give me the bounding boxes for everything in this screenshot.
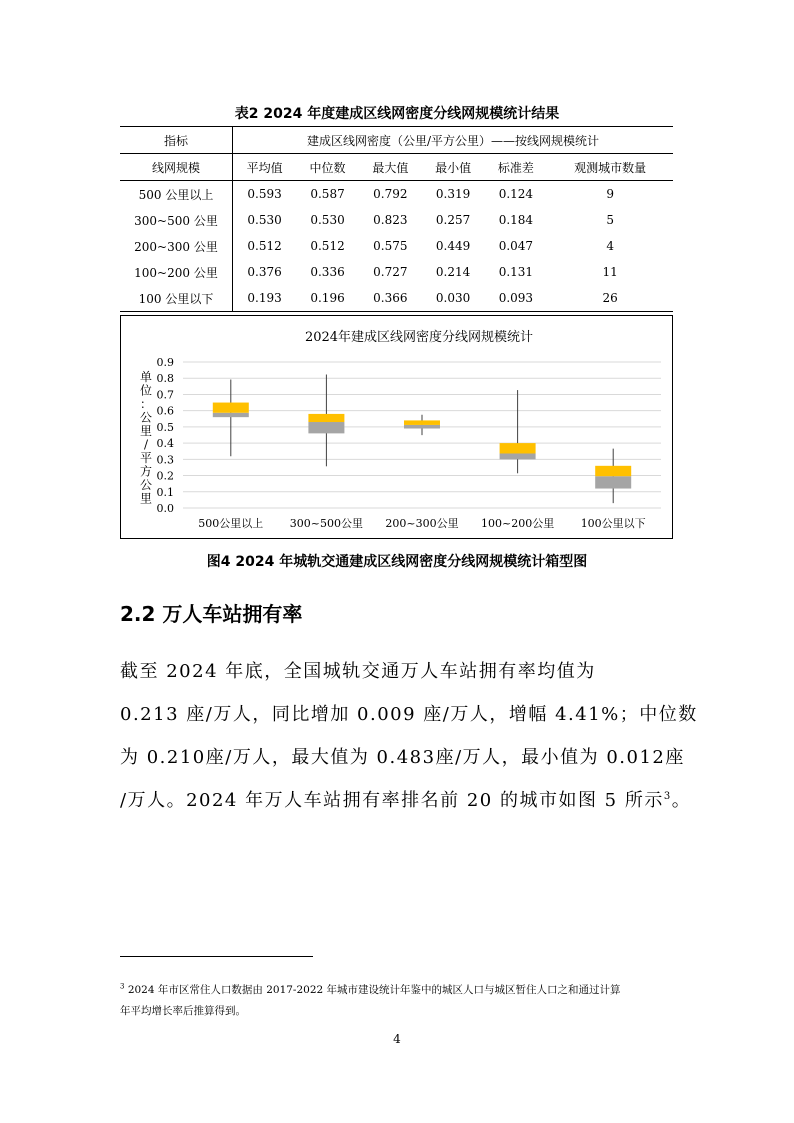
box-lower (595, 476, 631, 488)
y-axis-label-char: 位 (139, 383, 153, 398)
y-axis-label-char: 单 (139, 370, 153, 384)
paragraph-end: 。 (671, 790, 692, 811)
header-cell: 中位数 (296, 154, 359, 181)
y-tick-label: 0.1 (156, 485, 174, 499)
footnote-mark: 3 (120, 982, 125, 991)
y-axis-label-char: 方 (139, 464, 153, 479)
box-upper (213, 403, 249, 413)
y-tick-label: 0.9 (156, 356, 174, 369)
table-cell: 0.196 (296, 285, 359, 312)
table-row (120, 233, 673, 259)
table-row (120, 181, 673, 208)
figure-caption: 图4 2024 年城轨交通建成区线网密度分线网规模统计箱型图 (206, 554, 588, 570)
y-tick-label: 0.3 (156, 453, 174, 467)
paragraph-line: 0.213 座/万人，同比增加 0.009 座/万人，增幅 4.41%；中位数 (120, 704, 698, 725)
table-cell: 9 (606, 187, 614, 201)
paragraph-text: /万人。2024 年万人车站拥有率排名前 20 的城市如图 5 所示 (120, 790, 664, 811)
header-cell: 最大值 (359, 154, 422, 181)
table-row (120, 207, 673, 233)
table-cell: 0.184 (498, 213, 534, 227)
table-cell: 0.512 (247, 239, 282, 253)
header-cell: 观测城市数量 (547, 154, 673, 181)
table-cell: 100 公里以下 (120, 285, 233, 312)
y-tick-label: 0.0 (156, 502, 174, 515)
table-row (120, 285, 673, 312)
footnote-reference: 3 (663, 791, 672, 802)
table-cell: 0.214 (435, 265, 471, 279)
header-cell: 平均值 (233, 154, 297, 181)
table-cell: 0.575 (373, 239, 408, 253)
paragraph-line: 截至 2024 年底，全国城轨交通万人车站拥有率均值为 (120, 661, 596, 682)
table-cell: 0.257 (435, 213, 471, 227)
box-lower (213, 413, 249, 417)
table-cell: 0.823 (373, 213, 408, 227)
chart-title: 2024年建成区线网密度分线网规模统计 (304, 330, 534, 345)
page-number: 4 (393, 1032, 401, 1046)
footnote-line: 年平均增长率后推算得到。 (120, 1005, 246, 1017)
box-lower (308, 422, 344, 433)
box-lower (500, 453, 536, 459)
box-upper (404, 420, 440, 425)
table-cell: 0.530 (310, 213, 345, 227)
y-axis-label-char: ： (139, 397, 153, 411)
x-tick-label: 300~500公里 (289, 517, 364, 530)
x-tick-label: 100~200公里 (480, 517, 555, 530)
table-cell: 0.593 (247, 187, 282, 201)
footnote-line (120, 982, 680, 997)
paragraph-line-last (120, 786, 692, 812)
y-axis-label-char: / (143, 437, 149, 452)
table-cell: 0.366 (359, 285, 422, 312)
box-upper (595, 466, 631, 476)
table-cell: 11 (602, 265, 618, 279)
box-upper (500, 443, 536, 453)
boxplot-svg (121, 316, 674, 540)
header-cell: 最小值 (422, 154, 485, 181)
table-cell: 100~200 公里 (120, 259, 233, 285)
table-cell: 500 公里以上 (120, 181, 233, 208)
table-cell: 300~500 公里 (120, 207, 233, 233)
paragraph-line: 为 0.210座/万人，最大值为 0.483座/万人，最小值为 0.012座 (120, 747, 685, 768)
table-cell: 0.124 (498, 187, 534, 201)
table-caption: 表2 2024 年度建成区线网密度分线网规模统计结果 (234, 106, 560, 122)
y-axis-label-char: 公 (139, 478, 153, 492)
y-axis-label-char: 里 (139, 424, 153, 438)
table-cell: 0.530 (247, 213, 282, 227)
table-cell: 0.792 (373, 187, 408, 201)
table-cell: 0.449 (435, 239, 471, 253)
box-upper (308, 414, 344, 422)
table-cell: 0.093 (485, 285, 548, 312)
y-tick-label: 0.8 (156, 372, 174, 386)
header-cell: 标准差 (485, 154, 548, 181)
x-tick-label: 500公里以上 (198, 517, 264, 530)
boxplot-chart (120, 315, 673, 539)
y-tick-label: 0.4 (156, 437, 174, 451)
header-cell: 线网规模 (120, 154, 233, 181)
box-lower (404, 425, 440, 429)
y-tick-label: 0.6 (156, 404, 174, 418)
table-cell: 0.319 (435, 187, 471, 201)
y-tick-label: 0.7 (156, 388, 174, 402)
table-cell: 4 (606, 239, 614, 253)
y-axis-label-char: 公 (139, 410, 153, 425)
table-row (120, 259, 673, 285)
table-cell: 0.336 (310, 265, 345, 279)
table-cell: 0.512 (310, 239, 345, 253)
y-tick-label: 0.2 (156, 469, 174, 483)
table-header-row-2 (120, 154, 673, 181)
table-cell: 0.587 (310, 187, 345, 201)
x-tick-label: 200~300公里 (385, 517, 459, 530)
y-axis-label-char: 里 (139, 491, 153, 506)
footnote-text: 2024 年市区常住人口数据由 2017-2022 年城市建设统计年鉴中的城区人口与城区暂住人口之和通过计算 (127, 984, 621, 996)
table-cell: 0.030 (422, 285, 485, 312)
x-tick-label: 100公里以下 (580, 517, 646, 530)
footnote-divider (120, 956, 313, 957)
table-cell: 0.376 (247, 265, 282, 279)
table-cell: 0.193 (233, 285, 297, 312)
table-header-row-1 (120, 127, 673, 154)
y-axis-label-char: 平 (139, 451, 153, 465)
table-cell: 0.727 (373, 265, 408, 279)
table-cell: 200~300 公里 (120, 233, 233, 259)
stats-table (120, 126, 673, 312)
header-cell: 指标 (120, 127, 233, 154)
table-cell: 5 (606, 213, 614, 227)
y-tick-label: 0.5 (156, 420, 174, 434)
table-cell: 26 (547, 285, 673, 312)
section-heading: 2.2 万人车站拥有率 (120, 602, 303, 626)
table-cell: 0.047 (498, 239, 534, 253)
table-cell: 0.131 (498, 265, 534, 279)
header-cell: 建成区线网密度（公里/平方公里）——按线网规模统计 (233, 127, 674, 154)
